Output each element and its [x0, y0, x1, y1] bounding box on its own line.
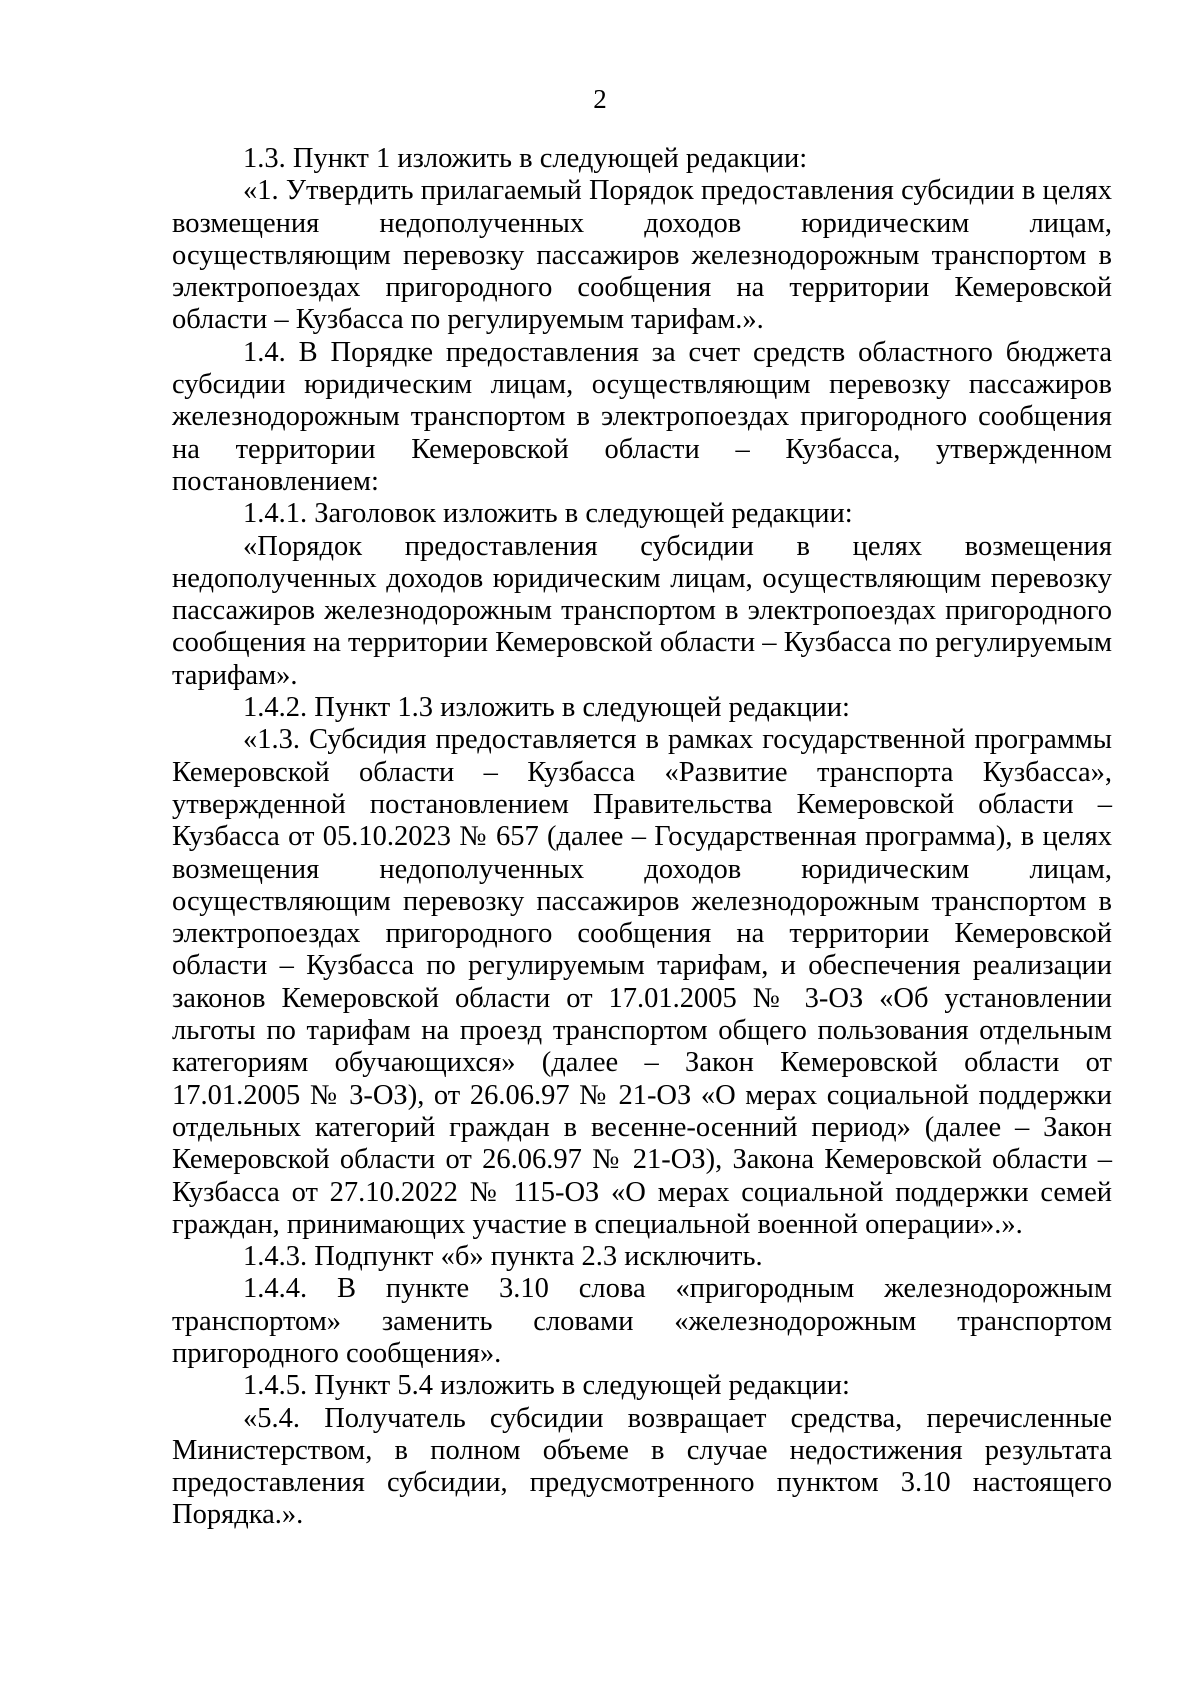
paragraph-quote-5-4: «5.4. Получатель субсидии возвращает средства, перечисленные Министерством, в полном объеме в случае недостижения результата предоставления субсидии, предусмотренного пунктом 3.10 настоящего Порядка.». — [172, 1402, 1112, 1531]
document-body — [172, 143, 1112, 1532]
paragraph-quote-title: «Порядок предоставления субсидии в целях возмещения недополученных доходов юридическим лицам, осуществляющим перевозку пассажиров железнодорожным транспортом в электропоездах пригородного сообщения на территории Кемеровской области – Кузбасса по регулируемым тарифам». — [172, 530, 1112, 691]
paragraph-1-4-2: 1.4.2. Пункт 1.3 изложить в следующей редакции: — [243, 692, 850, 724]
paragraph-1-4-3: 1.4.3. Подпункт «б» пункта 2.3 исключить. — [243, 1241, 763, 1273]
paragraph-1-4-4: 1.4.4. В пункте 3.10 слова «пригородным железнодорожным транспортом» заменить словами «железнодорожным транспортом пригородного сообщения». — [172, 1273, 1112, 1369]
paragraph-1-3: 1.3. Пункт 1 изложить в следующей редакции: — [243, 143, 808, 174]
paragraph-1-4-1: 1.4.1. Заголовок изложить в следующей редакции: — [243, 498, 853, 530]
page-number: 2 — [593, 84, 607, 114]
paragraph-1-4: 1.4. В Порядке предоставления за счет средств областного бюджета субсидии юридическим лицам, осуществляющим перевозку пассажиров железнодорожным транспортом в электропоездах пригородного сообщения на территории Кемеровской области – Кузбасса, утвержденном постановлением: — [172, 336, 1112, 497]
paragraph-quote-1-3: «1.3. Субсидия предоставляется в рамках государственной программы Кемеровской области – Кузбасса «Развитие транспорта Кузбасса», утвержденной постановлением Правительства Кемеровской области – Кузбасса от 05.10.2023 № 657 (далее – Государственная программа), в целях возмещения недополученных доходов юридическим лицам, осуществляющим перевозку пассажиров железнодорожным транспортом в электропоездах пригородного сообщения на территории Кемеровской области – Кузбасса по регулируемым тарифам, и обеспечения реализации законов Кемеровской области от 17.01.2005 № 3-ОЗ «Об установлении льготы по тарифам на проезд транспортом общего пользования отдельным категориям обучающихся» (далее – Закон Кемеровской области от 17.01.2005 № 3-ОЗ), от 26.06.97 № 21-ОЗ «О мерах социальной поддержки отдельных категорий граждан в весенне-осенний период» (далее – Закон Кемеровской области от 26.06.97 № 21-ОЗ), Закона Кемеровской области – Кузбасса от 27.10.2022 № 115-ОЗ «О мерах социальной поддержки семей граждан, принимающих участие в специальной военной операции».». — [172, 724, 1112, 1240]
paragraph-quote-1: «1. Утвердить прилагаемый Порядок предоставления субсидии в целях возмещения недополученных доходов юридическим лицам, осуществляющим перевозку пассажиров железнодорожным транспортом в электропоездах пригородного сообщения на территории Кемеровской области – Кузбасса по регулируемым тарифам.». — [172, 175, 1112, 336]
paragraph-1-4-5: 1.4.5. Пункт 5.4 изложить в следующей редакции: — [243, 1370, 850, 1402]
